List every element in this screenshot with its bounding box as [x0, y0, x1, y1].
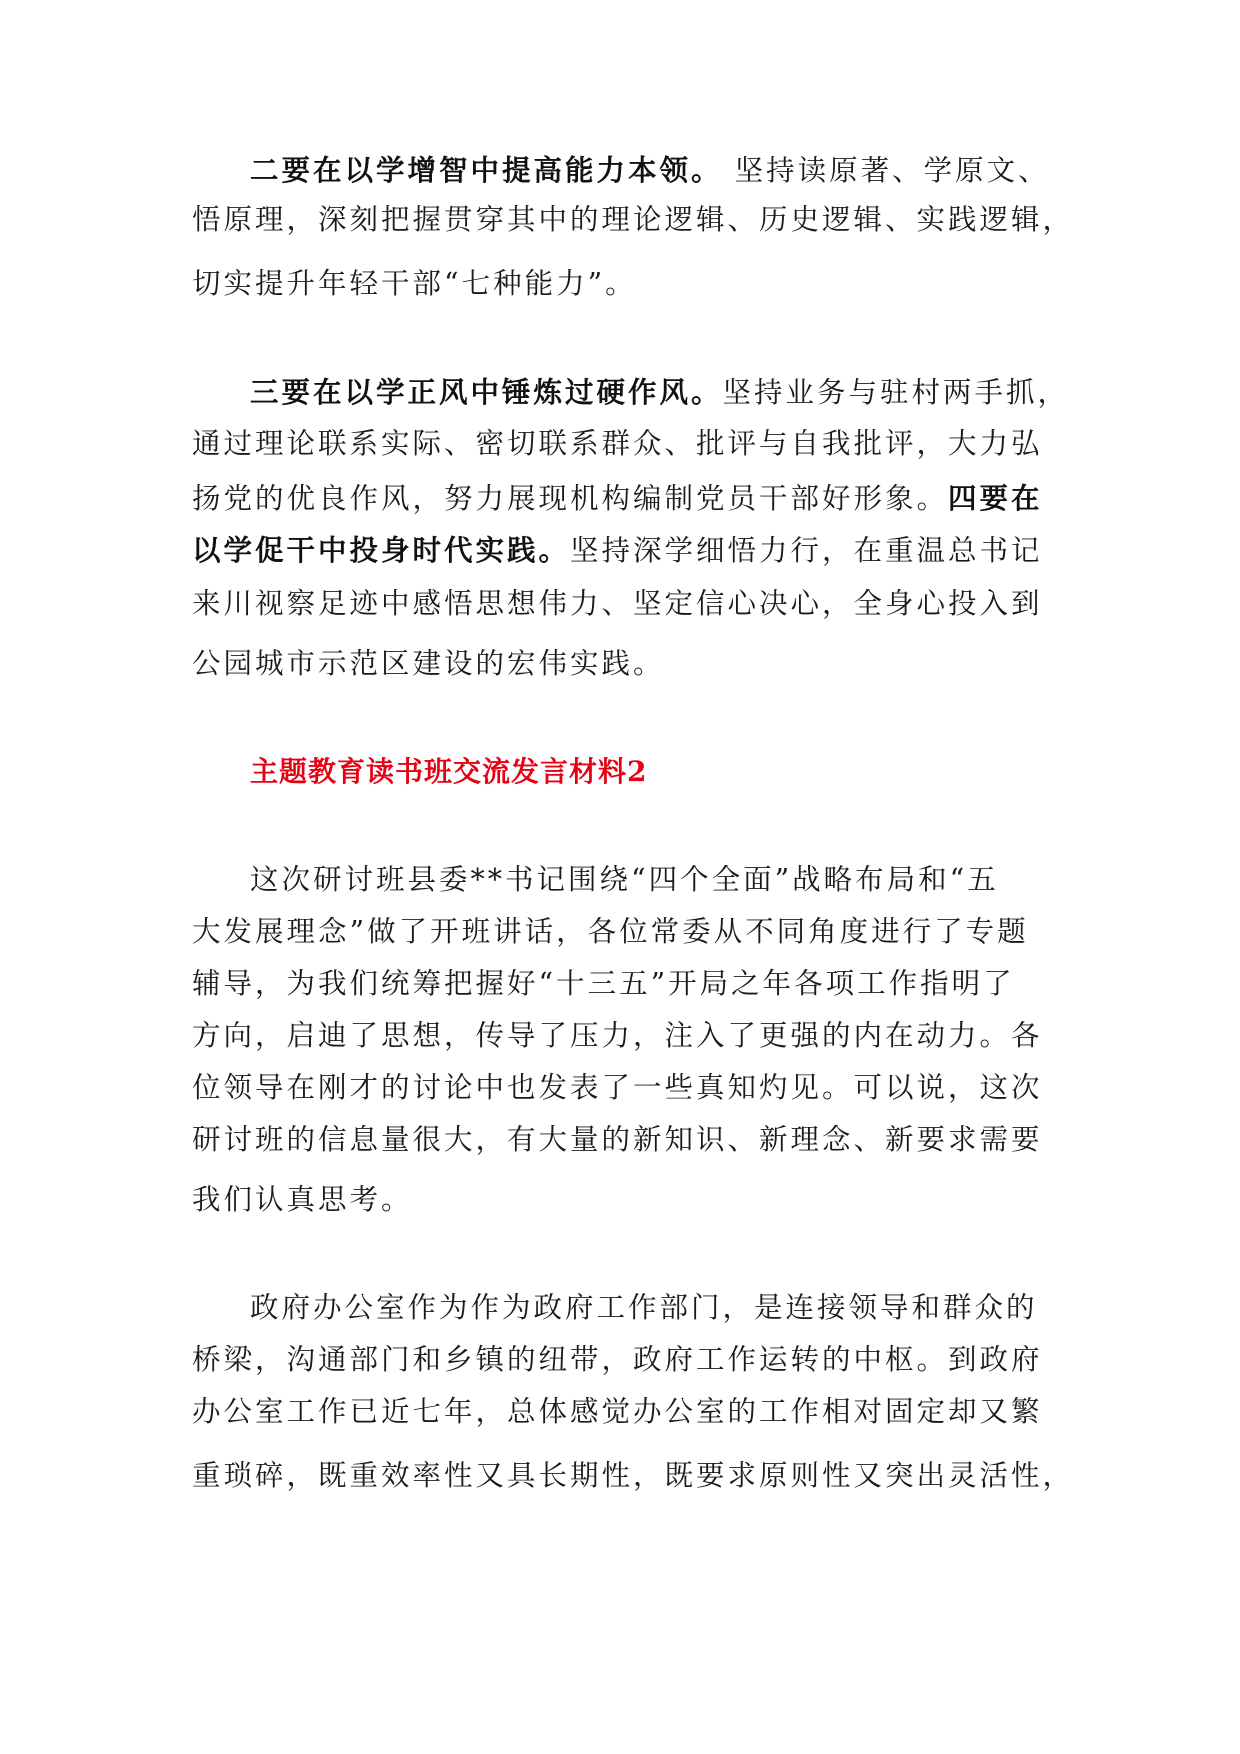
para3-line2: 大发展理念”做了开班讲话，各位常委从不同角度进行了专题 — [192, 915, 1029, 948]
para2-line4-bold: 以学促干中投身时代实践。 — [192, 533, 571, 567]
para2-lead: 三要在以学正风中锤炼过硬作风。 — [250, 375, 723, 409]
para3-line3: 辅导，为我们统筹把握好“十三五”开局之年各项工作指明了 — [192, 967, 1015, 1000]
para4-line1: 政府办公室作为作为政府工作部门，是连接领导和群众的 — [250, 1291, 1038, 1324]
para1-lead: 二要在以学增智中提高能力本领。 — [250, 153, 723, 187]
para3-line6: 研讨班的信息量很大，有大量的新知识、新理念、新要求需要 — [192, 1123, 1043, 1156]
para1-line1 — [250, 150, 1050, 190]
para3-line7: 我们认真思考。 — [192, 1183, 413, 1216]
para1-line1-rest: 坚持读原著、学原文、 — [722, 154, 1050, 187]
para2-line4 — [192, 530, 1043, 570]
para2-line4-rest: 坚持深学细悟力行，在重温总书记 — [570, 534, 1043, 567]
para2-line2: 通过理论联系实际、密切联系群众、批评与自我批评，大力弘 — [192, 427, 1043, 460]
para4-line2: 桥梁，沟通部门和乡镇的纽带，政府工作运转的中枢。到政府 — [192, 1343, 1043, 1376]
para4-line4: 重琐碎，既重效率性又具长期性，既要求原则性又突出灵活性， — [192, 1459, 1075, 1492]
section-heading: 主题教育读书班交流发言材料2 — [250, 755, 648, 788]
para2-line3-bold: 四要在 — [948, 481, 1043, 515]
para2-line3 — [192, 478, 1043, 518]
para4-line3: 办公室工作已近七年，总体感觉办公室的工作相对固定却又繁 — [192, 1395, 1043, 1428]
para2-line5: 来川视察足迹中感悟思想伟力、坚定信心决心，全身心投入到 — [192, 587, 1043, 620]
para1-line2: 悟原理，深刻把握贯穿其中的理论逻辑、历史逻辑、实践逻辑， — [192, 203, 1075, 236]
para3-line4: 方向，启迪了思想，传导了压力，注入了更强的内在动力。各 — [192, 1019, 1043, 1052]
para3-line5: 位领导在刚才的讨论中也发表了一些真知灼见。可以说，这次 — [192, 1071, 1043, 1104]
para1-line3: 切实提升年轻干部“七种能力”。 — [192, 267, 637, 300]
para2-line3-normal: 扬党的优良作风，努力展现机构编制党员干部好形象。 — [192, 482, 949, 515]
para2-line1-rest: 坚持业务与驻村两手抓， — [722, 376, 1070, 409]
para2-line1 — [250, 372, 1069, 412]
para2-line6: 公园城市示范区建设的宏伟实践。 — [192, 647, 665, 680]
para3-line1: 这次研讨班县委**书记围绕“四个全面”战略布局和“五 — [250, 863, 999, 896]
